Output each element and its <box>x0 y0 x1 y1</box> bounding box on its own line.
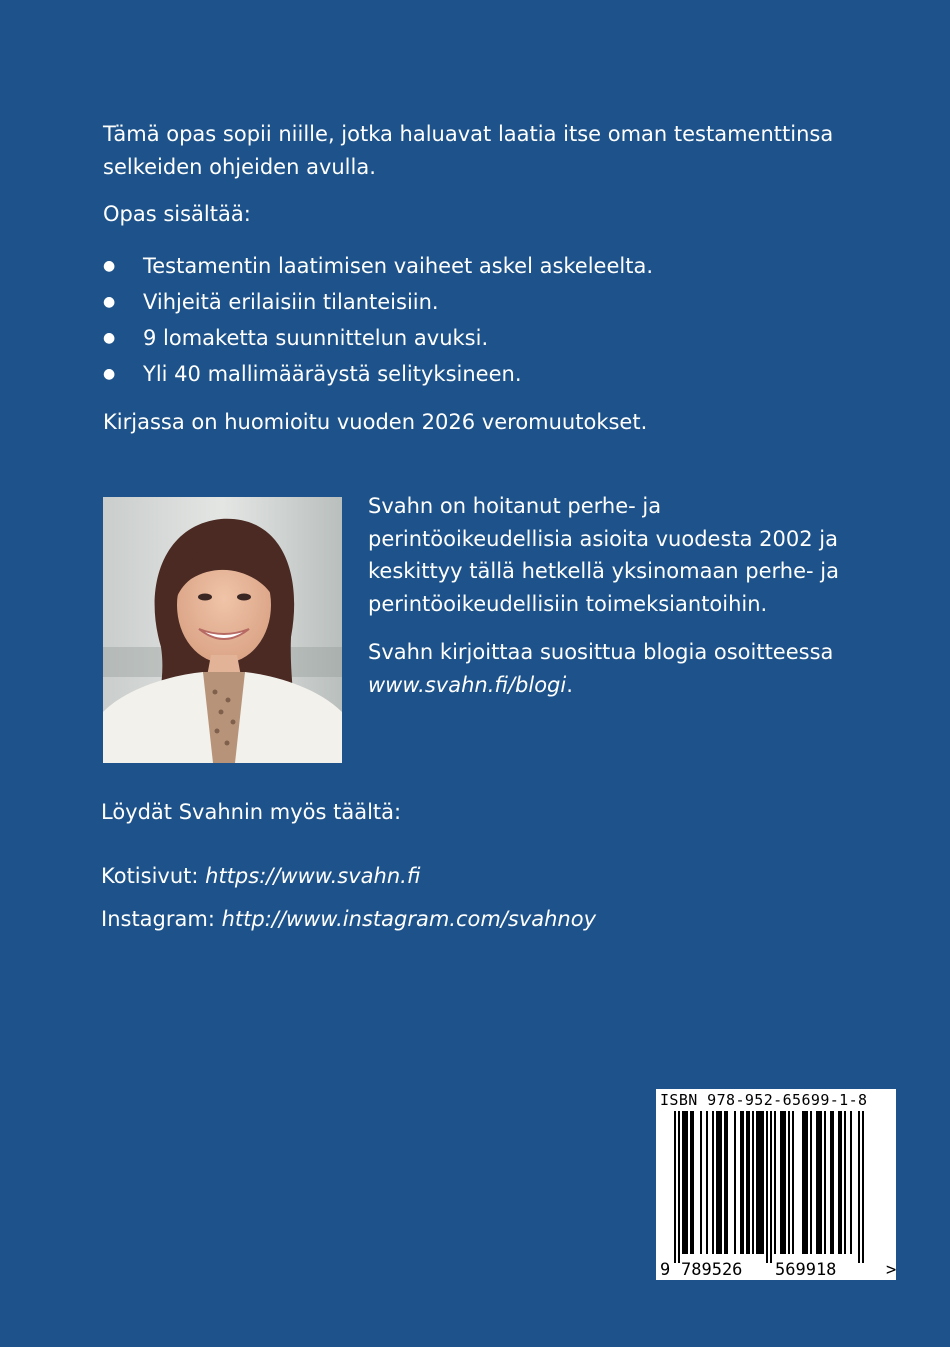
barcode-bar <box>742 1111 744 1254</box>
barcode-bar <box>756 1111 758 1254</box>
bullet-icon: ● <box>103 366 116 382</box>
isbn-label: ISBN 978-952-65699-1-8 <box>660 1091 868 1109</box>
barcode-bar <box>804 1111 806 1254</box>
barcode-bar <box>748 1111 750 1254</box>
barcode-bar <box>712 1111 714 1254</box>
barcode-bar <box>780 1111 782 1254</box>
list-item <box>103 284 863 320</box>
barcode-bar <box>816 1111 818 1254</box>
barcode-bar <box>684 1111 686 1254</box>
blog-suffix: . <box>566 672 573 697</box>
barcode-bar <box>740 1111 742 1254</box>
list-item-text: Vihjeitä erilaisiin tilanteisiin. <box>143 290 439 314</box>
homepage-label: Kotisivut: <box>101 864 199 888</box>
barcode-bar <box>718 1111 720 1254</box>
tax-note: Kirjassa on huomioitu vuoden 2026 veromuutokset. <box>103 410 648 434</box>
bullet-icon: ● <box>103 330 116 346</box>
author-blog <box>368 636 868 701</box>
barcode-bar <box>678 1111 680 1263</box>
barcode-bar <box>770 1111 772 1263</box>
barcode-bar <box>784 1111 786 1254</box>
contents-heading: Opas sisältää: <box>103 202 251 226</box>
bullet-icon: ● <box>103 258 116 274</box>
barcode-bar <box>802 1111 804 1254</box>
barcode-bar <box>810 1111 812 1254</box>
barcode-bar <box>824 1111 826 1254</box>
barcode-bar <box>774 1111 776 1254</box>
homepage-row <box>101 860 420 893</box>
instagram-label: Instagram: <box>101 907 215 931</box>
list-item-text: Testamentin laatimisen vaiheet askel askeleelta. <box>143 254 654 278</box>
ean-left-group: 789526 <box>681 1260 743 1280</box>
barcode-bar <box>758 1111 760 1254</box>
barcode-bar <box>726 1111 728 1254</box>
barcode-bar <box>686 1111 688 1254</box>
barcode-bar <box>724 1111 726 1254</box>
barcode-bar <box>762 1111 764 1254</box>
barcode-bar <box>760 1111 762 1254</box>
barcode-bar <box>830 1111 832 1254</box>
barcode-bar <box>832 1111 834 1254</box>
barcode-bar <box>682 1111 684 1254</box>
barcode-bar <box>706 1111 708 1254</box>
barcode-bar <box>766 1111 768 1263</box>
barcode-bar <box>674 1111 676 1263</box>
bullet-icon: ● <box>103 294 116 310</box>
contents-list <box>103 248 863 392</box>
barcode-bar <box>838 1111 840 1254</box>
barcode-bar <box>820 1111 822 1254</box>
barcode-bar <box>720 1111 722 1254</box>
barcode-bar <box>844 1111 846 1254</box>
homepage-link[interactable]: https://www.svahn.fi <box>205 864 421 888</box>
barcode-bar <box>700 1111 702 1254</box>
blog-link[interactable]: www.svahn.fi/blogi <box>368 672 567 697</box>
barcode-bar <box>850 1111 852 1254</box>
barcode-bar <box>746 1111 748 1254</box>
author-portrait-icon <box>103 497 342 763</box>
list-item-text: 9 lomaketta suunnittelun avuksi. <box>143 326 489 350</box>
blog-prefix: Svahn kirjoittaa suosittua blogia osoitteessa <box>368 640 834 664</box>
instagram-row <box>101 903 596 936</box>
barcode-bar <box>858 1111 860 1263</box>
barcode-bar <box>818 1111 820 1254</box>
barcode-bar <box>792 1111 794 1254</box>
find-heading: Löydät Svahnin myös täältä: <box>101 800 402 824</box>
list-item <box>103 356 863 392</box>
barcode-bar <box>716 1111 718 1254</box>
instagram-link[interactable]: http://www.instagram.com/svahnoy <box>221 907 597 931</box>
barcode-bar <box>752 1111 754 1254</box>
list-item-text: Yli 40 mallimääräystä selityksineen. <box>143 362 522 386</box>
barcode-bar <box>806 1111 808 1254</box>
barcode-bar <box>862 1111 864 1263</box>
ean-quiet-zone-mark: > <box>886 1260 896 1280</box>
barcode-bar <box>692 1111 694 1254</box>
list-item <box>103 248 863 284</box>
ean-right-group: 569918 <box>775 1260 837 1280</box>
author-photo <box>103 497 342 763</box>
barcode-bar <box>690 1111 692 1254</box>
barcode-bar <box>788 1111 790 1254</box>
list-item <box>103 320 863 356</box>
barcode-bar <box>840 1111 842 1254</box>
barcode-bar <box>734 1111 736 1254</box>
barcode-graphic <box>656 1089 896 1280</box>
barcode-bar <box>782 1111 784 1254</box>
intro-paragraph: Tämä opas sopii niille, jotka haluavat laatia itse oman testamenttinsa selkeiden ohjeiden avulla. <box>103 122 834 179</box>
author-bio: Svahn on hoitanut perhe- ja perintöoikeudellisia asioita vuodesta 2002 ja keskittyy tällä hetkellä yksinomaan perhe- ja perintöoikeudellisiin toimeksiantoihin. <box>368 494 839 616</box>
ean-first-digit: 9 <box>660 1260 671 1280</box>
isbn-barcode <box>656 1089 896 1280</box>
